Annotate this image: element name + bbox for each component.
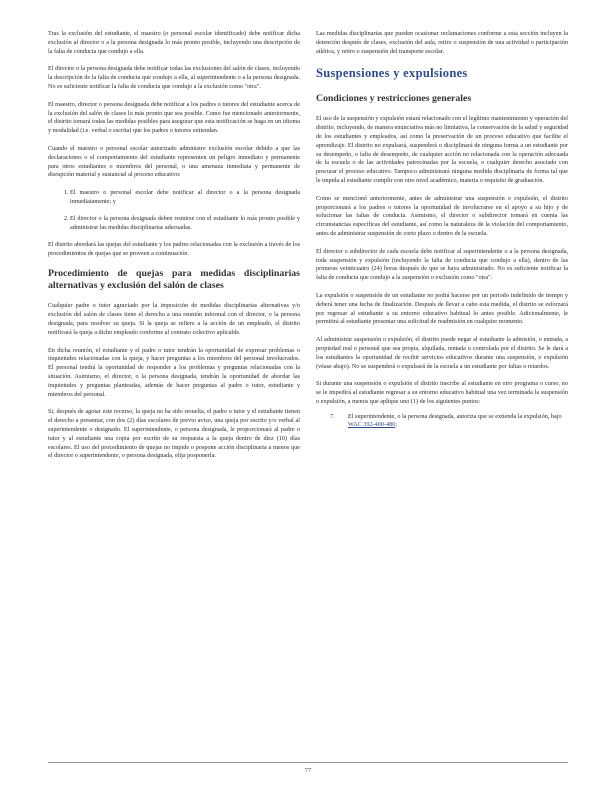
footer-divider	[48, 762, 568, 763]
note-text: El superintendente, o la persona designada, autoriza que se extienda la expulsión, bajo	[348, 412, 562, 420]
paragraph: Las medidas disciplinarias que pueden ocasionar reclamaciones conforme a esta sección incluyen la detención después de clases, exclusión del aula, retiro o suspensión de una actividad o participación atlética, y retiro o suspensión del transporte escolar.	[316, 30, 568, 55]
wac-link[interactable]: WAC 392-400-480	[348, 421, 396, 429]
paragraph: Cuando el maestro o personal escolar autorizado administre exclusión escolar debido a que las declaraciones o el comportamiento del estudiante representen un peligro inmediato y permanente para otros estudiantes o miembros del personal, o una amenaza inmediata y permanente de disrupción material y sustancial al proceso educativo:	[48, 144, 300, 179]
section-title: Suspensiones y expulsiones	[316, 66, 468, 81]
paragraph: El uso de la suspensión y expulsión estará relacionado con el legítimo mantenimiento y operación del distrito, incluyendo, de manera enunciativa más no limitativa, la conservación de la salud y seguridad de los estudiantes y empleados, así como la preservación de un proceso educativo que facilite el aprendizaje. El distrito no expulsará, suspenderá o disciplinará de ninguna forma a un estudiante por su desempeño, o falta de desempeño, de cualquier acción no relacionada con la operación adecuada de la escuela o de las actividades patrocinadas por la escuela, o cualquier derecho asociado con procurar el proceso educativo. Tampoco administrará ninguna medida disciplinaria de forma tal que le impida al estudiante cumplir con otro nivel académico, materia o requisito de graduación.	[316, 115, 568, 184]
paragraph: Al administrar suspensión o expulsión, el distrito puede negar al estudiante la admisión, o entrada, a propiedad real o personal que sea propia, alquilada, rentada o controlada por el distrito. Se le dará a los estudiantes la oportunidad de recibir servicios educativos durante una suspensión, o expulsión (véase abajo). No se suspenderá o expulsará de la escuela a un estudiante por faltas o retardos.	[316, 336, 568, 370]
paragraph: El distrito abordará las quejas del estudiante y los padres relacionadas con la exclusión a través de los procedimientos de quejas que se proveen a continuación.	[48, 241, 300, 258]
list-item: 1. El maestro o personal escolar debe notificar al director o a la persona designada inmediatamente; y	[70, 189, 300, 207]
page-number: 77	[304, 767, 312, 774]
list-item: 2. El director o la persona designada deben reunirse con el estudiante lo más pronto posible y administrar las medidas disciplinarias adecuadas.	[70, 215, 300, 233]
paragraph: Si, después de agotar este recurso, la queja no ha sido resuelta, el padre o tutor y el estudiante tienen el derecho a presentar, con dos (2) días escolares de previo aviso, una queja por escrito y/o verbal al superintendente o designado. El superintendente, o persona designada, le proporcionará al padre o tutor y al estudiante una copia por escrito de su respuesta a la queja dentro de diez (10) días escolares. El uso del procedimiento de quejas no impide o pospone acción disciplinaria a menos que el director o superintendente, o persona designada, elija posponerla.	[48, 408, 300, 460]
paragraph: Si durante una suspensión o expulsión el distrito inscribe al estudiante en otro programa o curso, no se le impedirá al estudiante regresar a su entorno educativo habitual una vez terminada la suspensión o expulsión, a menos que aplique uno (1) de los siguientes puntos:	[316, 380, 568, 405]
subsection-heading: Procedimiento de quejas para medidas disciplinarias alternativas y exclusión del salón de clases	[48, 267, 300, 292]
subsection-heading: Condiciones y restricciones generales	[316, 93, 472, 105]
paragraph: Cualquier padre o tutor agraviado por la imposición de medidas disciplinarias alternativas y/o exclusión del salón de clases tiene el derecho a una reunión informal con el director, o la persona designada, para resolver su queja. Si la queja se refiere a la acción de un empleado, el distrito notificará la queja a dicho empleado conforme al contrato colectivo aplicable.	[48, 302, 300, 336]
note-body	[348, 413, 568, 431]
numbered-list	[48, 189, 300, 232]
paragraph: En dicha reunión, el estudiante y el padre o tutor tendrán la oportunidad de expresar problemas o inquietudes relacionadas con la queja, y hacer preguntas a los miembros del personal involucrados. El personal tendrá la oportunidad de responder a los problemas y preguntas relacionadas con la situación. Asimismo, el director, o la persona designada, tendrán la oportunidad de abordar las inquietudes y preguntas planteadas, además de hacer preguntas al padre o tutor, estudiante y miembros del personal.	[48, 346, 300, 398]
paragraph: El director o la persona designada debe notificar todas las exclusiones del salón de clases, incluyendo la descripción de la falta de conducta que condujo a ella, al superintendente o a la persona designada. No es suficiente notificar la falta de conducta que condujo a la exclusión como "otra".	[48, 65, 300, 90]
note-tail: ;	[395, 421, 397, 429]
numbered-note	[330, 413, 568, 431]
note-number: 7.	[330, 412, 335, 420]
paragraph: El director o subdirector de cada escuela debe notificar al superintendente o a la persona designada, toda suspensión y expulsión (incluyendo la falta de conducta que condujo a ella), dentro de las primeras veinticuatro (24) horas después de que se haya administrado. No es suficiente notificar la falta de conducta que condujo a la suspensión o exclusión como "otra".	[316, 247, 568, 282]
right-column	[316, 30, 568, 430]
paragraph: Como se mencionó anteriormente, antes de administrar una suspensión o expulsión, el distrito proporcionará a los padres o tutores la oportunidad de involucrarse en el apoyo a su hijo y de solucionar las faltas de conducta. Asimismo, el director o subdirector tomará en cuenta las circunstancias específicas del estudiante, así como la naturaleza de la violación del comportamiento, antes de administrar suspensión de corto plazo o dentro de la escuela.	[316, 194, 568, 237]
paragraph: La expulsión o suspensión de un estudiante no podrá hacerse por un periodo indefinido de tiempo y deberá tener una fecha de finalización. Después de llevar a cabo esta medida, el distrito se esforzará por regresar al estudiante a su entorno educativo habitual lo antes posible. Adicionalmente, le permitirá al estudiante presentar una solicitud de readmisión en cualquier momento.	[316, 291, 568, 326]
left-column	[48, 30, 300, 470]
paragraph: El maestro, director o persona designada debe notificar a los padres o tutores del estudiante acerca de la exclusión del salón de clases lo más pronto que sea posible. Como fue mencionado anteriormente, el distrito tomará todas las medidas posibles para asegurar que esta notificación se haga en un idioma y modalidad (i.e. verbal o escrita) que los padres o tutores entiendan.	[48, 100, 300, 135]
paragraph: Tras la exclusión del estudiante, el maestro (o personal escolar identificado) debe notificar dicha exclusión al director o a la persona designada lo más pronto posible, incluyendo una descripción de la falta de conducta que condujo a ella.	[48, 30, 300, 55]
